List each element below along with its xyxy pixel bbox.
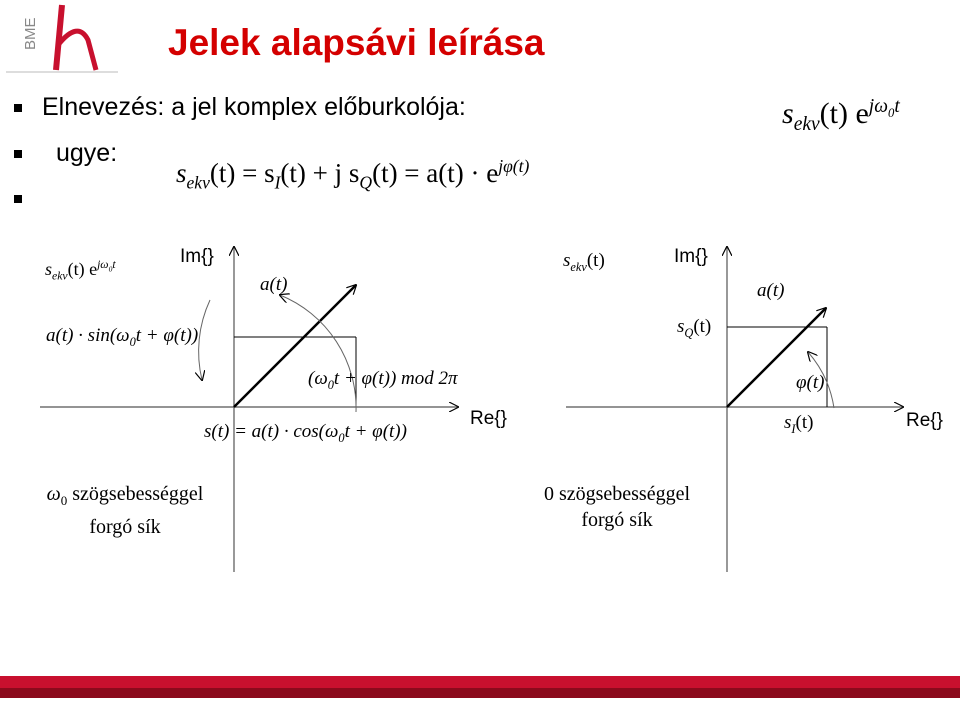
left-phase-arc (280, 295, 356, 412)
left-re-label: Re{} (470, 408, 507, 429)
right-sekv-label: $s_{ekv}(t)$ (563, 250, 605, 274)
right-a-label: a(t) (757, 280, 785, 301)
left-rotation-arc (199, 300, 210, 380)
right-caption: 0 szögsebességgel forgó sík (543, 483, 691, 531)
right-sq-label: $s_Q(t)$ (677, 316, 712, 340)
page-title: Jelek alapsávi leírása (168, 22, 545, 63)
left-cos-label: $s(t) = a(t) \cdot \cos(\omega_0t + \varphi(t))$ (204, 421, 407, 445)
left-phase-label: $(\omega_0t + \varphi(t))$ mod 2π (308, 368, 458, 392)
bullet-text-1: Elnevezés: a jel komplex előburkolója: (42, 93, 466, 121)
left-caption: $\omega_0$ szögsebességgel forgó sík (46, 483, 204, 538)
bullet-text-2: ugye: (56, 139, 118, 167)
right-phi-label: φ(t) (796, 372, 825, 393)
left-im-label: Im{} (180, 246, 214, 267)
footer-bar-top (0, 676, 960, 688)
left-a-label: a(t) (260, 274, 288, 295)
left-sin-label: $a(t) \cdot \sin(\omega_0t + \varphi(t))$ (46, 325, 199, 349)
logo-text: BME (22, 17, 39, 50)
right-re-label: Re{} (906, 410, 943, 431)
right-si-label: $s_I(t)$ (784, 412, 814, 436)
footer-bar-bottom (0, 688, 960, 698)
left-sekv-label: $s_{ekv}(t)$ $e^{j\omega_0t}$ (45, 258, 116, 283)
right-im-label: Im{} (674, 246, 708, 267)
footer-bar (0, 672, 960, 705)
formula-complex-envelope: $s_{ekv}(t) = s_I(t) + j$ $s_Q(t) = a(t) \cdot e^{j\varphi(t)}$ (176, 156, 530, 193)
formula-top-right: $s_{ekv}(t)$ $e^{j\omega_0t}$ (782, 96, 900, 135)
